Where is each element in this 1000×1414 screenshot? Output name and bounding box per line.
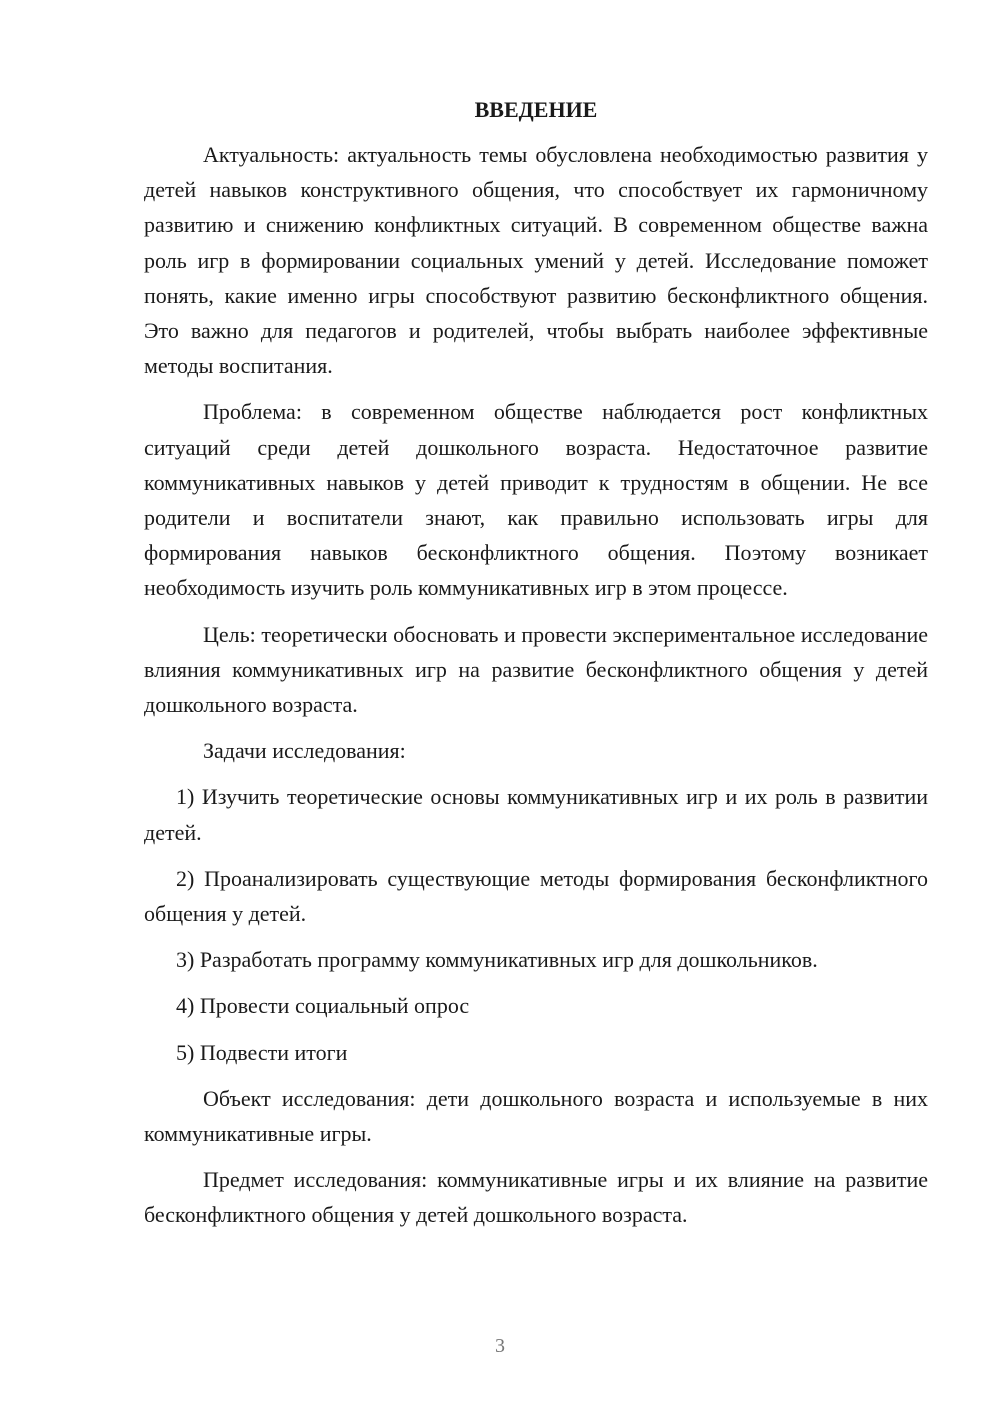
page-number: 3 bbox=[495, 1335, 505, 1357]
task-item: 2) Проанализировать существующие методы формирования бесконфликтного общения у детей. bbox=[144, 865, 928, 927]
problem-paragraph: Проблема: в современном обществе наблюдается рост конфликтных ситуаций среди детей дошкольного возраста. Недостаточное развитие коммуникативных навыков у детей приводит к трудностям в общении. Не все родители и воспитатели знают, как правильно использовать игры для формирования навыков бесконфликтного общения. Поэтому возникает необходимость изучить роль коммуникативных игр в этом процессе. bbox=[144, 399, 928, 601]
task-item: 5) Подвести итоги bbox=[176, 1039, 348, 1065]
section-heading: ВВЕДЕНИЕ bbox=[474, 97, 598, 122]
page-body bbox=[144, 92, 928, 1244]
object-paragraph: Объект исследования: дети дошкольного возраста и используемые в них коммуникативные игры. bbox=[144, 1085, 928, 1147]
task-item: 3) Разработать программу коммуникативных игр для дошкольников. bbox=[176, 947, 818, 973]
subject-paragraph: Предмет исследования: коммуникативные игры и их влияние на развитие бесконфликтного общения у детей дошкольного возраста. bbox=[144, 1167, 928, 1228]
tasks-heading: Задачи исследования: bbox=[203, 738, 406, 764]
task-item: 4) Провести социальный опрос bbox=[176, 993, 470, 1019]
relevance-paragraph: Актуальность: актуальность темы обусловлена необходимостью развития у детей навыков конструктивного общения, что способствует их гармоничному развитию и снижению конфликтных ситуаций. В современном обществе важна роль игр в формировании социальных умений у детей. Исследование поможет понять, какие именно игры способствуют развитию бесконфликтного общения. Это важно для педагогов и родителей, чтобы выбрать наиболее эффективные методы воспитания. bbox=[144, 142, 928, 379]
goal-paragraph: Цель: теоретически обосновать и провести экспериментальное исследование влияния коммуникативных игр на развитие бесконфликтного общения у детей дошкольного возраста. bbox=[144, 621, 928, 718]
task-item: 1) Изучить теоретические основы коммуникативных игр и их роль в развитии детей. bbox=[144, 784, 928, 845]
